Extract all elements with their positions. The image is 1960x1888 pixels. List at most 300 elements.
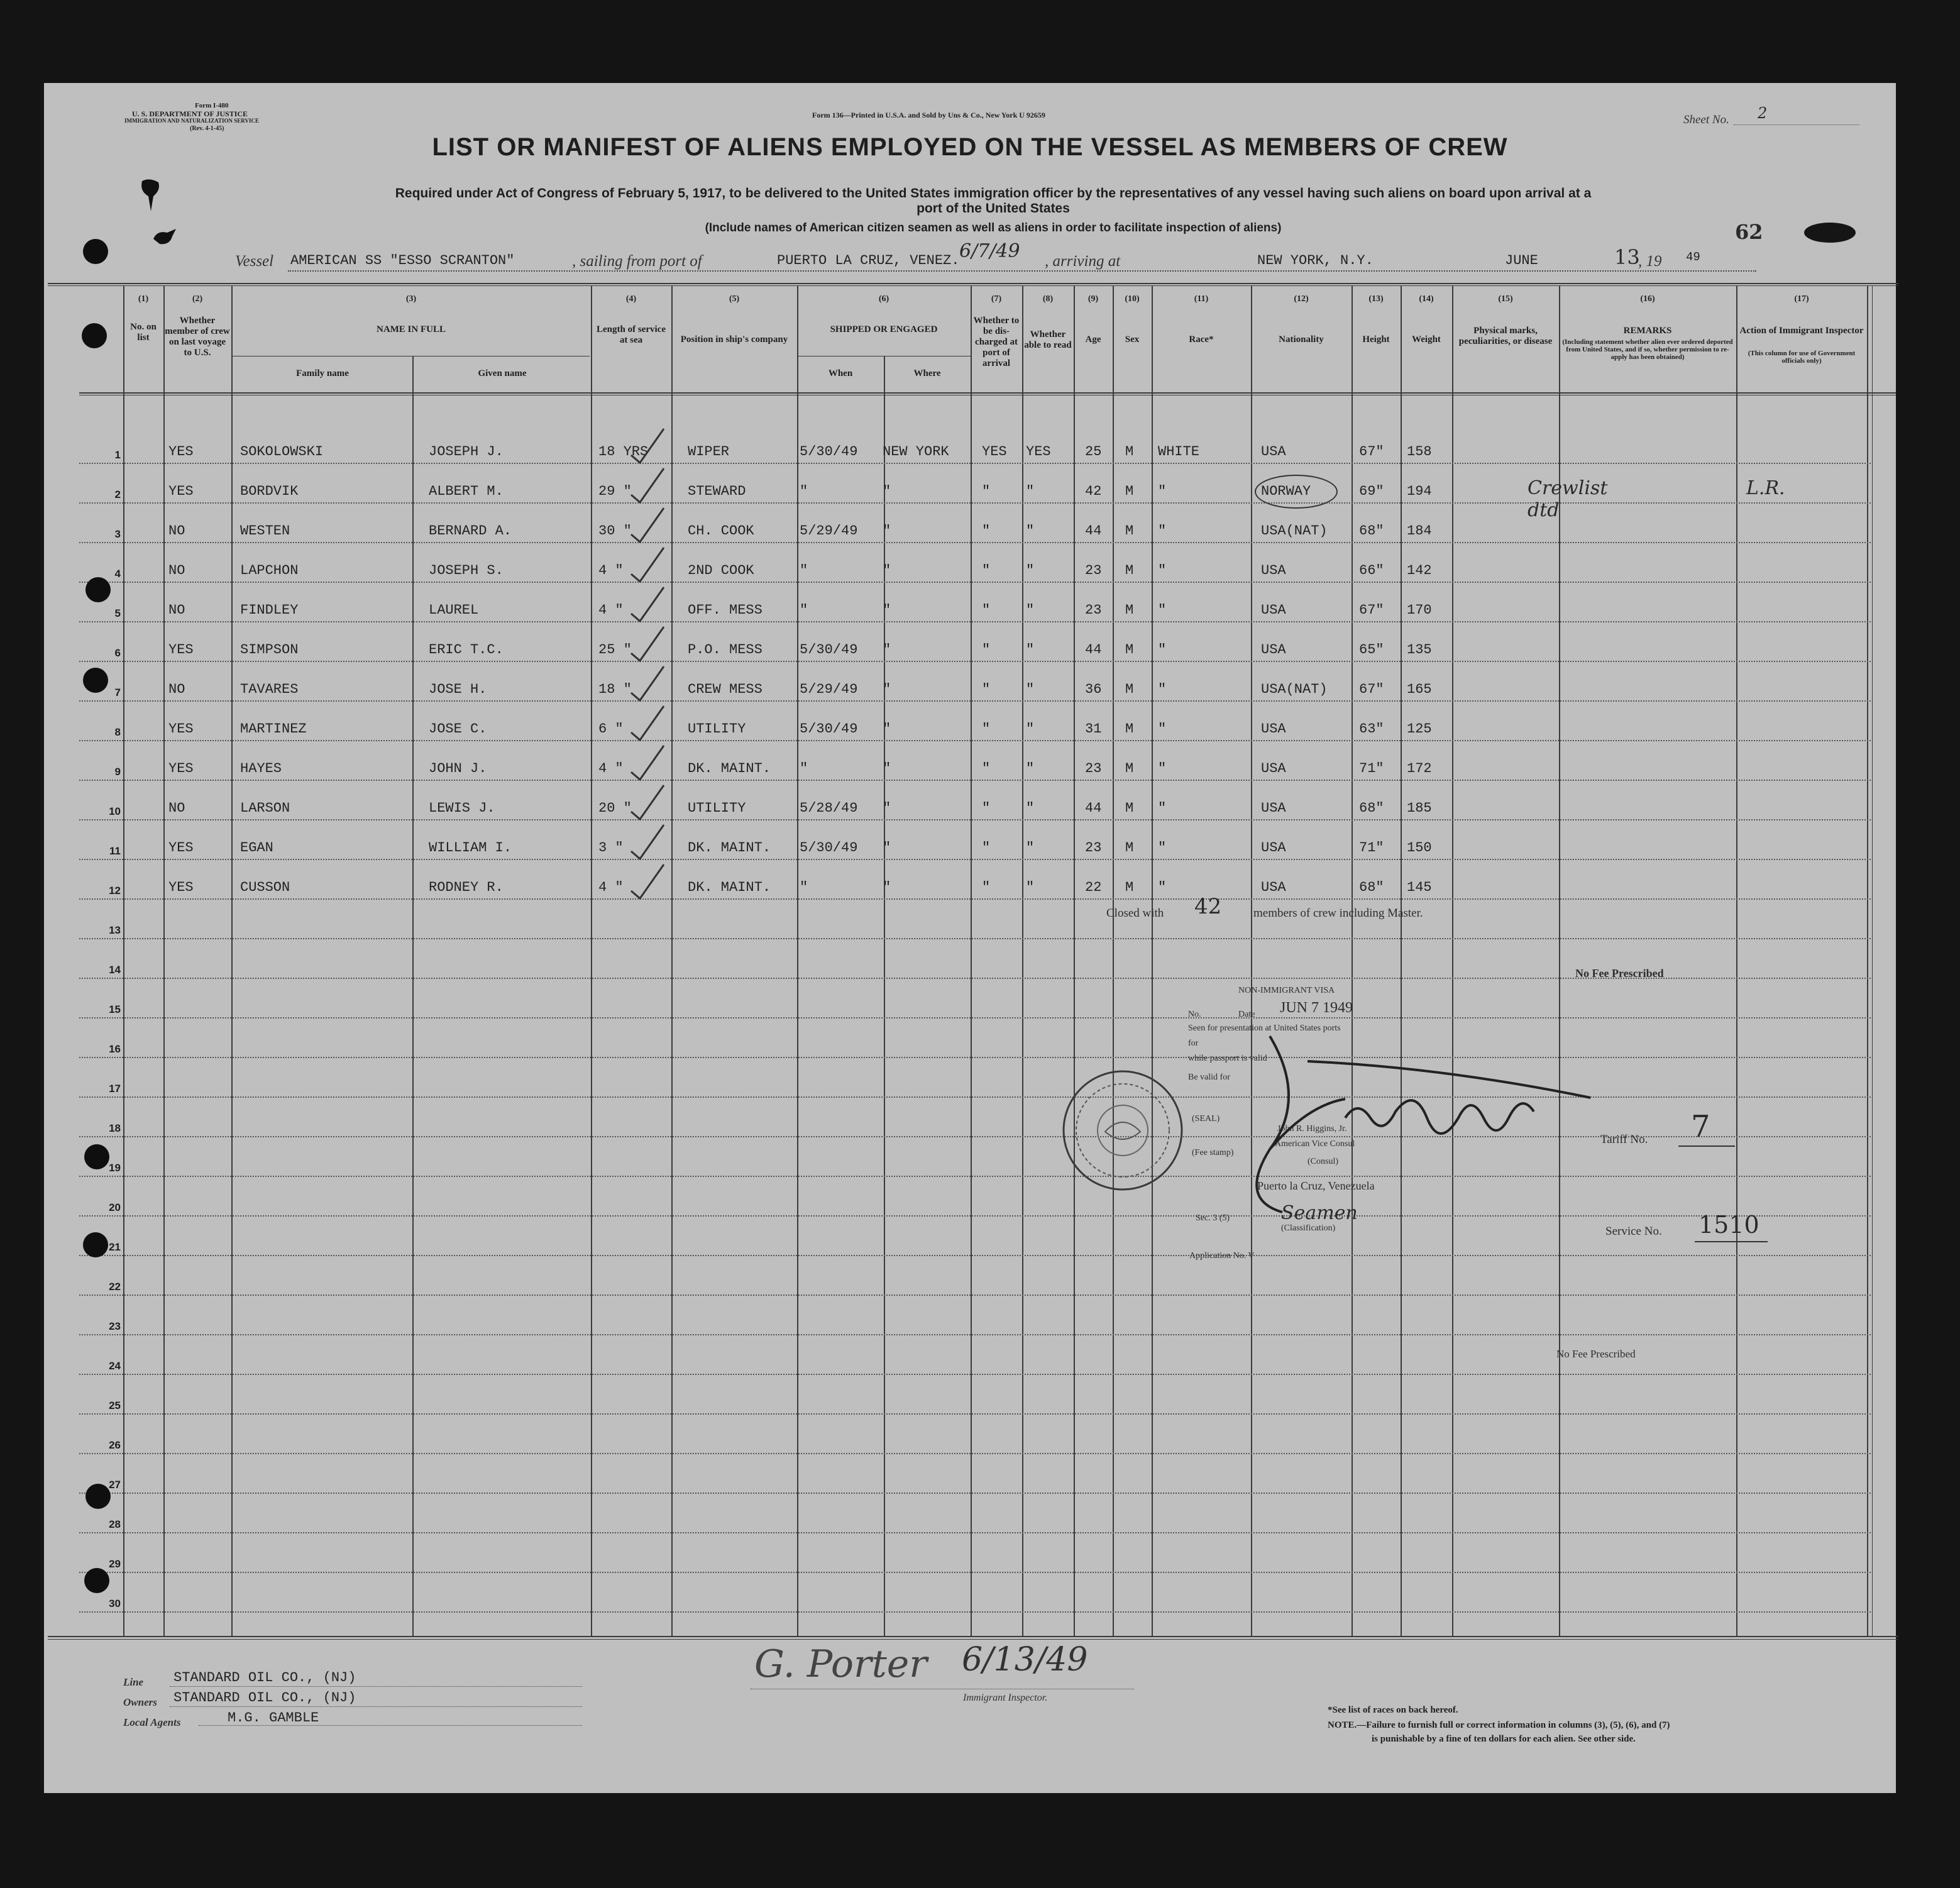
cell-service: 20 " bbox=[598, 800, 632, 816]
cell-family: WESTEN bbox=[240, 523, 290, 539]
cell-read: " bbox=[1026, 483, 1035, 499]
cell-family: BORDVIK bbox=[240, 483, 299, 499]
cell-service: 30 " bbox=[598, 523, 632, 539]
cell-given: LEWIS J. bbox=[429, 800, 495, 816]
header-nationality: Nationality bbox=[1279, 334, 1324, 345]
subtitle-line1: Required under Act of Congress of February 5, 1917, to be delivered to the United States immigration officer by the representatives of any vessel having such aliens on board upon arrival at a bbox=[395, 186, 1592, 201]
nationality-circle-mark bbox=[1255, 475, 1338, 509]
cell-sex: M bbox=[1125, 840, 1134, 856]
line-label: Line bbox=[123, 1676, 144, 1688]
service-label: Service No. bbox=[1605, 1225, 1662, 1238]
header-height: Height bbox=[1362, 334, 1390, 345]
cell-sex: M bbox=[1125, 444, 1134, 460]
cell-nationality: USA bbox=[1261, 642, 1286, 658]
cell-race: WHITE bbox=[1158, 444, 1200, 460]
visa-date: JUN 7 1949 bbox=[1280, 1000, 1353, 1016]
cell-height: 71" bbox=[1359, 761, 1384, 776]
cell-nationality: USA bbox=[1261, 721, 1286, 737]
cell-family: LAPCHON bbox=[240, 563, 299, 578]
row-rule bbox=[79, 700, 1871, 702]
col-number: (11) bbox=[1194, 294, 1209, 304]
cell-nationality: USA(NAT) bbox=[1261, 682, 1328, 697]
cell-race: " bbox=[1158, 563, 1167, 578]
department-name: U. S. DEPARTMENT OF JUSTICE bbox=[132, 109, 248, 118]
cell-where: " bbox=[883, 483, 891, 499]
cell-when: " bbox=[800, 602, 808, 618]
cell-age: 23 bbox=[1085, 840, 1102, 856]
cell-when: 5/29/49 bbox=[800, 523, 858, 539]
cell-read: " bbox=[1026, 761, 1035, 776]
row-number: 24 bbox=[109, 1360, 121, 1372]
sheet-label: Sheet No. bbox=[1683, 113, 1729, 126]
row-rule bbox=[79, 1215, 1871, 1217]
tick-mark-icon bbox=[629, 467, 666, 505]
row-rule bbox=[79, 1176, 1871, 1177]
owners-label: Owners bbox=[123, 1696, 157, 1708]
row-number: 1 bbox=[114, 449, 121, 461]
tick-mark-icon bbox=[629, 863, 666, 901]
cell-service: 4 " bbox=[598, 563, 624, 578]
consul-name: John R. Higgins, Jr. bbox=[1277, 1124, 1347, 1134]
cell-position: CREW MESS bbox=[688, 682, 763, 697]
cell-when: 5/30/49 bbox=[800, 642, 858, 658]
manifest-sheet bbox=[44, 83, 1896, 1793]
cell-given: WILLIAM I. bbox=[429, 840, 512, 856]
cell-when: 5/30/49 bbox=[800, 444, 858, 460]
cell-height: 71" bbox=[1359, 840, 1384, 856]
cell-action: L.R. bbox=[1746, 477, 1785, 499]
row-number: 22 bbox=[109, 1281, 121, 1293]
col-number: (10) bbox=[1125, 294, 1140, 304]
cell-height: 65" bbox=[1359, 642, 1384, 658]
cell-read: " bbox=[1026, 840, 1035, 856]
cell-height: 63" bbox=[1359, 721, 1384, 737]
inspector-signature: G. Porter bbox=[754, 1642, 927, 1686]
cell-race: " bbox=[1158, 682, 1167, 697]
visa-line2: for bbox=[1188, 1039, 1199, 1048]
cell-race: " bbox=[1158, 721, 1167, 737]
cell-weight: 172 bbox=[1407, 761, 1432, 776]
cell-discharged: " bbox=[982, 563, 991, 578]
tick-mark-icon bbox=[629, 824, 666, 861]
cell-member: YES bbox=[168, 483, 194, 499]
cell-sex: M bbox=[1125, 563, 1134, 578]
inspector-label: Immigrant Inspector. bbox=[963, 1692, 1048, 1703]
cell-age: 23 bbox=[1085, 602, 1102, 618]
cell-weight: 184 bbox=[1407, 523, 1432, 539]
visa-seal-label: (SEAL) bbox=[1192, 1114, 1220, 1123]
cell-height: 68" bbox=[1359, 880, 1384, 895]
row-number: 15 bbox=[109, 1003, 121, 1015]
cell-where: " bbox=[883, 840, 891, 856]
cell-position: DK. MAINT. bbox=[688, 761, 771, 776]
service-name: IMMIGRATION AND NATURALIZATION SERVICE bbox=[124, 118, 259, 124]
cell-read: " bbox=[1026, 682, 1035, 697]
vessel-name: AMERICAN SS "ESSO SCRANTON" bbox=[290, 253, 515, 268]
arrival-month: JUNE bbox=[1505, 253, 1538, 268]
cell-where: " bbox=[883, 721, 891, 737]
cell-age: 44 bbox=[1085, 800, 1102, 816]
tick-mark-icon bbox=[629, 744, 666, 782]
cell-given: RODNEY R. bbox=[429, 880, 504, 895]
ink-blot-small-icon bbox=[151, 226, 179, 248]
cell-sex: M bbox=[1125, 682, 1134, 697]
cell-sex: M bbox=[1125, 483, 1134, 499]
cell-height: 67" bbox=[1359, 602, 1384, 618]
row-rule bbox=[79, 1413, 1871, 1415]
col-number: (4) bbox=[625, 294, 637, 304]
cell-where: " bbox=[883, 642, 891, 658]
sheet-number: 2 bbox=[1758, 104, 1768, 122]
sheet-rule bbox=[1734, 124, 1859, 125]
cell-weight: 125 bbox=[1407, 721, 1432, 737]
header-length-service: Length of service at sea bbox=[597, 324, 666, 345]
row-rule bbox=[79, 1096, 1871, 1098]
col-number: (1) bbox=[138, 294, 149, 304]
visa-classification-hand: Seamen bbox=[1281, 1202, 1358, 1224]
punch-hole bbox=[83, 1232, 108, 1257]
cell-given: JOSEPH S. bbox=[429, 563, 504, 578]
cell-read: " bbox=[1026, 800, 1035, 816]
tick-mark-icon bbox=[629, 428, 666, 465]
consul-title: American Vice Consul bbox=[1275, 1139, 1355, 1149]
row-rule bbox=[79, 1493, 1871, 1494]
cell-nationality: USA bbox=[1261, 800, 1286, 816]
row-rule bbox=[79, 661, 1871, 662]
cell-member: YES bbox=[168, 642, 194, 658]
cell-family: LARSON bbox=[240, 800, 290, 816]
cell-nationality: USA bbox=[1261, 602, 1286, 618]
vessel-rule bbox=[288, 270, 1756, 272]
cell-when: " bbox=[800, 761, 808, 776]
no-fee-prescribed-2: No Fee Prescribed bbox=[1556, 1348, 1636, 1360]
col-number: (3) bbox=[405, 294, 417, 304]
row-number: 13 bbox=[109, 924, 121, 936]
cell-discharged: " bbox=[982, 761, 991, 776]
row-rule bbox=[79, 1255, 1871, 1256]
visa-line1: Seen for presentation at United States ports bbox=[1188, 1024, 1341, 1033]
cell-service: 18 YRS bbox=[598, 444, 649, 460]
subtitle-line2: port of the United States bbox=[917, 201, 1070, 216]
consul-role: (Consul) bbox=[1308, 1157, 1338, 1166]
ink-smudge bbox=[1804, 223, 1856, 243]
closed-count: 42 bbox=[1194, 894, 1222, 919]
col-number: (6) bbox=[878, 294, 889, 304]
cell-age: 44 bbox=[1085, 642, 1102, 658]
cell-position: WIPER bbox=[688, 444, 730, 460]
row-rule bbox=[79, 938, 1871, 939]
tick-mark-icon bbox=[629, 586, 666, 624]
cell-service: 4 " bbox=[598, 602, 624, 618]
cell-discharged: " bbox=[982, 602, 991, 618]
closed-suffix: members of crew including Master. bbox=[1253, 907, 1423, 920]
cell-height: 69" bbox=[1359, 483, 1384, 499]
cell-position: 2ND COOK bbox=[688, 563, 754, 578]
cell-service: 6 " bbox=[598, 721, 624, 737]
cell-age: 22 bbox=[1085, 880, 1102, 895]
cell-where: NEW YORK bbox=[883, 444, 949, 460]
year-prefix: , 19 bbox=[1638, 253, 1662, 270]
cell-discharged: " bbox=[982, 642, 991, 658]
cell-weight: 150 bbox=[1407, 840, 1432, 856]
sailing-port: PUERTO LA CRUZ, VENEZ. bbox=[777, 253, 960, 268]
arriving-port: NEW YORK, N.Y. bbox=[1257, 253, 1374, 268]
cell-position: UTILITY bbox=[688, 721, 746, 737]
cell-member: NO bbox=[168, 602, 185, 618]
row-number: 8 bbox=[114, 726, 121, 738]
cell-member: NO bbox=[168, 563, 185, 578]
cell-height: 68" bbox=[1359, 523, 1384, 539]
form-number: Form I-480 bbox=[195, 102, 229, 109]
cell-remarks: Crewlist dtd bbox=[1528, 477, 1608, 521]
cell-member: YES bbox=[168, 721, 194, 737]
tariff-label: Tariff No. bbox=[1600, 1133, 1648, 1146]
col-number: (15) bbox=[1498, 294, 1513, 304]
row-rule bbox=[79, 898, 1871, 900]
visa-fee-label: (Fee stamp) bbox=[1192, 1148, 1234, 1157]
cell-sex: M bbox=[1125, 523, 1134, 539]
tariff-value: 7 bbox=[1691, 1109, 1710, 1144]
cell-service: 4 " bbox=[598, 761, 624, 776]
cell-member: YES bbox=[168, 880, 194, 895]
row-rule bbox=[79, 1057, 1871, 1058]
agents-label: Local Agents bbox=[123, 1716, 181, 1728]
cell-race: " bbox=[1158, 761, 1167, 776]
cell-race: " bbox=[1158, 523, 1167, 539]
cell-member: NO bbox=[168, 800, 185, 816]
cell-age: 31 bbox=[1085, 721, 1102, 737]
row-number: 10 bbox=[109, 805, 121, 817]
row-number: 5 bbox=[114, 607, 121, 619]
cell-service: 18 " bbox=[598, 682, 632, 697]
cell-position: OFF. MESS bbox=[688, 602, 763, 618]
cell-race: " bbox=[1158, 800, 1167, 816]
header-where: Where bbox=[913, 368, 941, 378]
table-top-rule bbox=[48, 283, 1898, 284]
row-rule bbox=[79, 1611, 1871, 1613]
row-rule bbox=[79, 1017, 1871, 1019]
cell-discharged: " bbox=[982, 682, 991, 697]
row-number: 14 bbox=[109, 964, 121, 976]
no-fee-prescribed-1: No Fee Prescribed bbox=[1575, 967, 1664, 980]
row-number: 26 bbox=[109, 1439, 121, 1451]
row-number: 18 bbox=[109, 1122, 121, 1134]
header-bottom-rule bbox=[79, 392, 1896, 394]
header-discharged: Whether to be dis-charged at port of arrival bbox=[973, 316, 1020, 368]
cell-weight: 158 bbox=[1407, 444, 1432, 460]
printer-note: Form 136—Printed in U.S.A. and Sold by Uns & Co., New York U 92659 bbox=[812, 111, 1045, 119]
row-number: 27 bbox=[109, 1479, 121, 1491]
cell-family: EGAN bbox=[240, 840, 273, 856]
cell-given: ERIC T.C. bbox=[429, 642, 504, 658]
header-position: Position in ship's company bbox=[680, 334, 788, 345]
header-remarks-note: (Including statement whether alien ever ordered deported from United States, and if so, whether permission to re-apply has been obtained) bbox=[1562, 338, 1733, 361]
cell-family: SOKOLOWSKI bbox=[240, 444, 324, 460]
cell-family: CUSSON bbox=[240, 880, 290, 895]
tick-mark-icon bbox=[629, 705, 666, 743]
visa-line3: while passport is valid bbox=[1188, 1054, 1267, 1063]
vessel-label: Vessel bbox=[235, 253, 274, 270]
row-number: 20 bbox=[109, 1201, 121, 1213]
cell-weight: 142 bbox=[1407, 563, 1432, 578]
visa-application-label: Application No. V bbox=[1189, 1251, 1255, 1261]
cell-race: " bbox=[1158, 880, 1167, 895]
cell-read: YES bbox=[1026, 444, 1051, 460]
cell-where: " bbox=[883, 523, 891, 539]
races-note: *See list of races on back hereof. bbox=[1328, 1705, 1458, 1715]
cell-service: 4 " bbox=[598, 880, 624, 895]
cell-when: 5/30/49 bbox=[800, 840, 858, 856]
cell-when: " bbox=[800, 880, 808, 895]
cell-weight: 194 bbox=[1407, 483, 1432, 499]
row-rule bbox=[79, 621, 1871, 622]
row-rule bbox=[79, 582, 1871, 583]
punch-hole bbox=[83, 239, 108, 264]
cell-weight: 145 bbox=[1407, 880, 1432, 895]
row-number: 7 bbox=[114, 687, 121, 698]
cell-weight: 165 bbox=[1407, 682, 1432, 697]
cell-position: UTILITY bbox=[688, 800, 746, 816]
cell-where: " bbox=[883, 682, 891, 697]
cell-discharged: " bbox=[982, 721, 991, 737]
cell-when: 5/28/49 bbox=[800, 800, 858, 816]
row-rule bbox=[79, 819, 1871, 820]
row-rule bbox=[79, 1374, 1871, 1375]
cell-discharged: " bbox=[982, 840, 991, 856]
cell-when: 5/30/49 bbox=[800, 721, 858, 737]
header-action-note: (This column for use of Government officials only) bbox=[1748, 350, 1856, 365]
cell-position: CH. COOK bbox=[688, 523, 754, 539]
agents-value: M.G. GAMBLE bbox=[228, 1710, 319, 1726]
col-number: (9) bbox=[1087, 294, 1099, 304]
fine-note-2: is punishable by a fine of ten dollars for each alien. See other side. bbox=[1372, 1734, 1636, 1744]
cell-where: " bbox=[883, 761, 891, 776]
row-number: 19 bbox=[109, 1162, 121, 1174]
header-action: Action of Immigrant Inspector bbox=[1739, 326, 1864, 336]
cell-given: LAUREL bbox=[429, 602, 479, 618]
cell-read: " bbox=[1026, 602, 1035, 618]
owners-value: STANDARD OIL CO., (NJ) bbox=[173, 1690, 356, 1706]
header-no-on-list: No. on list bbox=[130, 322, 157, 343]
cell-nationality: USA bbox=[1261, 563, 1286, 578]
cell-sex: M bbox=[1125, 602, 1134, 618]
col-number: (7) bbox=[991, 294, 1002, 304]
cell-nationality: USA bbox=[1261, 880, 1286, 895]
cell-service: 29 " bbox=[598, 483, 632, 499]
cell-discharged: " bbox=[982, 483, 991, 499]
visa-date-label: Date bbox=[1238, 1010, 1255, 1019]
punch-hole bbox=[83, 668, 108, 693]
cell-family: MARTINEZ bbox=[240, 721, 307, 737]
header-given-name: Given name bbox=[478, 368, 527, 378]
arrival-year: 49 bbox=[1686, 250, 1700, 264]
tick-mark-icon bbox=[629, 665, 666, 703]
col-number: (2) bbox=[192, 294, 203, 304]
cell-given: JOSE C. bbox=[429, 721, 487, 737]
cell-read: " bbox=[1026, 563, 1035, 578]
header-age: Age bbox=[1085, 334, 1101, 345]
inspector-date: 6/13/49 bbox=[962, 1641, 1088, 1679]
consul-signature bbox=[1144, 1024, 1590, 1231]
page-title: LIST OR MANIFEST OF ALIENS EMPLOYED ON THE VESSEL AS MEMBERS OF CREW bbox=[432, 133, 1508, 161]
cell-sex: M bbox=[1125, 642, 1134, 658]
cell-race: " bbox=[1158, 642, 1167, 658]
col-number: (12) bbox=[1294, 294, 1309, 304]
cell-height: 66" bbox=[1359, 563, 1384, 578]
row-number: 21 bbox=[109, 1241, 121, 1253]
cell-given: ALBERT M. bbox=[429, 483, 504, 499]
row-number: 25 bbox=[109, 1399, 121, 1411]
row-rule bbox=[79, 780, 1871, 781]
col-number: (13) bbox=[1368, 294, 1384, 304]
visa-line4: Be valid for bbox=[1188, 1073, 1230, 1082]
row-rule bbox=[79, 1334, 1871, 1335]
cell-family: TAVARES bbox=[240, 682, 299, 697]
punch-hole bbox=[85, 1484, 111, 1509]
row-number: 29 bbox=[109, 1558, 121, 1570]
header-able-to-read: Whether able to read bbox=[1024, 329, 1072, 350]
cell-weight: 170 bbox=[1407, 602, 1432, 618]
cell-family: HAYES bbox=[240, 761, 282, 776]
cell-family: SIMPSON bbox=[240, 642, 299, 658]
arrival-day: 13 bbox=[1614, 245, 1640, 269]
form-revision: (Rev. 4-1-45) bbox=[190, 125, 224, 132]
cell-where: " bbox=[883, 800, 891, 816]
cell-discharged: " bbox=[982, 880, 991, 895]
cell-read: " bbox=[1026, 721, 1035, 737]
col-number: (16) bbox=[1640, 294, 1655, 304]
row-rule bbox=[79, 542, 1871, 543]
header-race: Race* bbox=[1189, 334, 1214, 345]
header-whether-member: Whether member of crew on last voyage to U.S. bbox=[165, 316, 230, 358]
table-bottom-rule bbox=[48, 1636, 1898, 1637]
sailing-label: , sailing from port of bbox=[572, 253, 702, 270]
arriving-label: , arriving at bbox=[1045, 253, 1121, 270]
cell-age: 42 bbox=[1085, 483, 1102, 499]
cell-read: " bbox=[1026, 880, 1035, 895]
row-number: 23 bbox=[109, 1320, 121, 1332]
closed-prefix: Closed with bbox=[1106, 907, 1164, 920]
cell-where: " bbox=[883, 563, 891, 578]
tick-mark-icon bbox=[629, 784, 666, 822]
cell-read: " bbox=[1026, 642, 1035, 658]
cell-when: 5/29/49 bbox=[800, 682, 858, 697]
punch-hole bbox=[82, 323, 107, 348]
cell-given: JOHN J. bbox=[429, 761, 487, 776]
row-rule bbox=[79, 859, 1871, 860]
row-rule bbox=[79, 1295, 1871, 1296]
cell-given: JOSE H. bbox=[429, 682, 487, 697]
row-number: 11 bbox=[109, 845, 121, 857]
row-number: 3 bbox=[114, 528, 121, 540]
cell-race: " bbox=[1158, 840, 1167, 856]
cell-sex: M bbox=[1125, 880, 1134, 895]
cell-age: 23 bbox=[1085, 563, 1102, 578]
row-number: 30 bbox=[109, 1598, 121, 1609]
cell-sex: M bbox=[1125, 800, 1134, 816]
service-value: 1510 bbox=[1698, 1211, 1759, 1239]
row-rule bbox=[79, 1532, 1871, 1533]
row-rule bbox=[79, 1572, 1871, 1573]
header-sex: Sex bbox=[1125, 334, 1140, 345]
cell-height: 67" bbox=[1359, 444, 1384, 460]
header-shipped-engaged: SHIPPED OR ENGAGED bbox=[830, 324, 938, 334]
row-number: 4 bbox=[114, 568, 121, 580]
row-number: 2 bbox=[114, 489, 121, 500]
visa-no-label: No. bbox=[1188, 1010, 1201, 1019]
col-number: (17) bbox=[1794, 294, 1809, 304]
cell-height: 68" bbox=[1359, 800, 1384, 816]
